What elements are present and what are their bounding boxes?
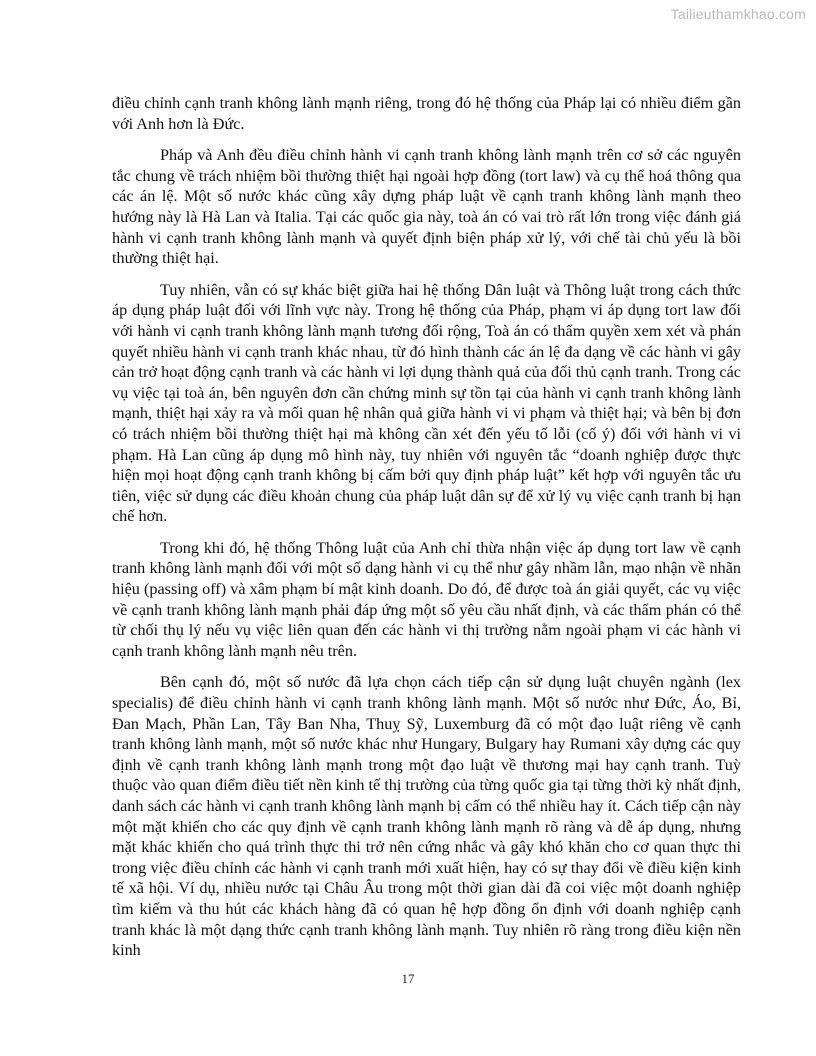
paragraph-france-england: Pháp và Anh đều điều chỉnh hành vi cạnh tranh không lành mạnh trên cơ sở các nguyên tắc chung về trách nhiệm bồi thường thiệt hại ngoài hợp đồng (tort law) và cụ thể hoá thông qua các án lệ. Một số nước khác cũng xây dựng pháp luật về cạnh tranh không lành mạnh theo hướng này là Hà Lan và Italia. Tại các quốc gia này, toà án có vai trò rất lớn trong việc đánh giá hành vi cạnh tranh không lành mạnh và quyết định biện pháp xử lý, với chế tài chủ yếu là bồi thường thiệt hại.: [112, 146, 741, 268]
document-body: [112, 93, 741, 972]
paragraph-english-common-law: Trong khi đó, hệ thống Thông luật của Anh chỉ thừa nhận việc áp dụng tort law về cạnh tranh không lành mạnh đối với một số dạng hành vi cụ thể như gây nhầm lẫn, mạo nhận về nhãn hiệu (passing off) và xâm phạm bí mật kinh doanh. Do đó, để được toà án giải quyết, các vụ việc về cạnh tranh không lành mạnh phải đáp ứng một số yêu cầu nhất định, và các thẩm phán có thể từ chối thụ lý nếu vụ việc liên quan đến các hành vi thị trường nằm ngoài phạm vi các hành vi cạnh tranh không lành mạnh nêu trên.: [112, 538, 741, 660]
paragraph-civil-vs-common-law: Tuy nhiên, vẫn có sự khác biệt giữa hai hệ thống Dân luật và Thông luật trong cách thức áp dụng pháp luật đối với lĩnh vực này. Trong hệ thống của Pháp, phạm vi áp dụng tort law đối với hành vi cạnh tranh không lành mạnh tương đối rộng, Toà án có thẩm quyền xem xét và phán quyết nhiều hành vi cạnh tranh khác nhau, từ đó hình thành các án lệ đa dạng về các hành vi gây cản trở hoạt động cạnh tranh và các hành vi lợi dụng thành quả của đối thủ cạnh tranh. Trong các vụ việc tại toà án, bên nguyên đơn cần chứng minh sự tồn tại của hành vi cạnh tranh không lành mạnh, thiệt hại xảy ra và mối quan hệ nhân quả giữa hành vi vi phạm và thiệt hại; và bên bị đơn có trách nhiệm bồi thường thiệt hại mà không cần xét đến yếu tố lỗi (cố ý) đối với hành vi vi phạm. Hà Lan cũng áp dụng mô hình này, tuy nhiên với nguyên tắc “doanh nghiệp được thực hiện mọi hoạt động cạnh tranh không bị cấm bởi quy định pháp luật” kết hợp với nguyên tắc ưu tiên, việc sử dụng các điều khoản chung của pháp luật dân sự để xử lý vụ việc cạnh tranh bị hạn chế hơn.: [112, 280, 741, 526]
paragraph-continuation: điều chỉnh cạnh tranh không lành mạnh riêng, trong đó hệ thống của Pháp lại có nhiều điểm gần với Anh hơn là Đức.: [112, 94, 741, 133]
watermark-text: Tailieuthamkhao.com: [670, 6, 806, 22]
page-number: 17: [401, 971, 415, 986]
paragraph-lex-specialis: Bên cạnh đó, một số nước đã lựa chọn cách tiếp cận sử dụng luật chuyên ngành (lex specialis) để điều chỉnh hành vi cạnh tranh không lành mạnh. Một số nước như Đức, Áo, Bỉ, Đan Mạch, Phần Lan, Tây Ban Nha, Thuỵ Sỹ, Luxemburg đã có một đạo luật riêng về cạnh tranh không lành mạnh, một số nước khác như Hungary, Bulgary hay Rumani xây dựng các quy định về cạnh tranh không lành mạnh trong một đạo luật về thương mại hay cạnh tranh. Tuỳ thuộc vào quan điểm điều tiết nền kinh tế thị trường của từng quốc gia tại từng thời kỳ nhất định, danh sách các hành vi cạnh tranh không lành mạnh bị cấm có thể nhiều hay ít. Cách tiếp cận này một mặt khiến cho các quy định về cạnh tranh không lành mạnh rõ ràng và dễ áp dụng, nhưng mặt khác khiến cho quá trình thực thi trở nên cứng nhắc và gây khó khăn cho cơ quan thực thi trong việc điều chỉnh các hành vi cạnh tranh mới xuất hiện, hay có sự thay đổi về điều kiện kinh tế xã hội. Ví dụ, nhiều nước tại Châu Âu trong một thời gian dài đã coi việc một doanh nghiệp tìm kiếm và thu hút các khách hàng đã có quan hệ hợp đồng ổn định với doanh nghiệp cạnh tranh khác là một dạng thức cạnh tranh không lành mạnh. Tuy nhiên rõ ràng trong điều kiện nền kinh: [112, 673, 741, 960]
